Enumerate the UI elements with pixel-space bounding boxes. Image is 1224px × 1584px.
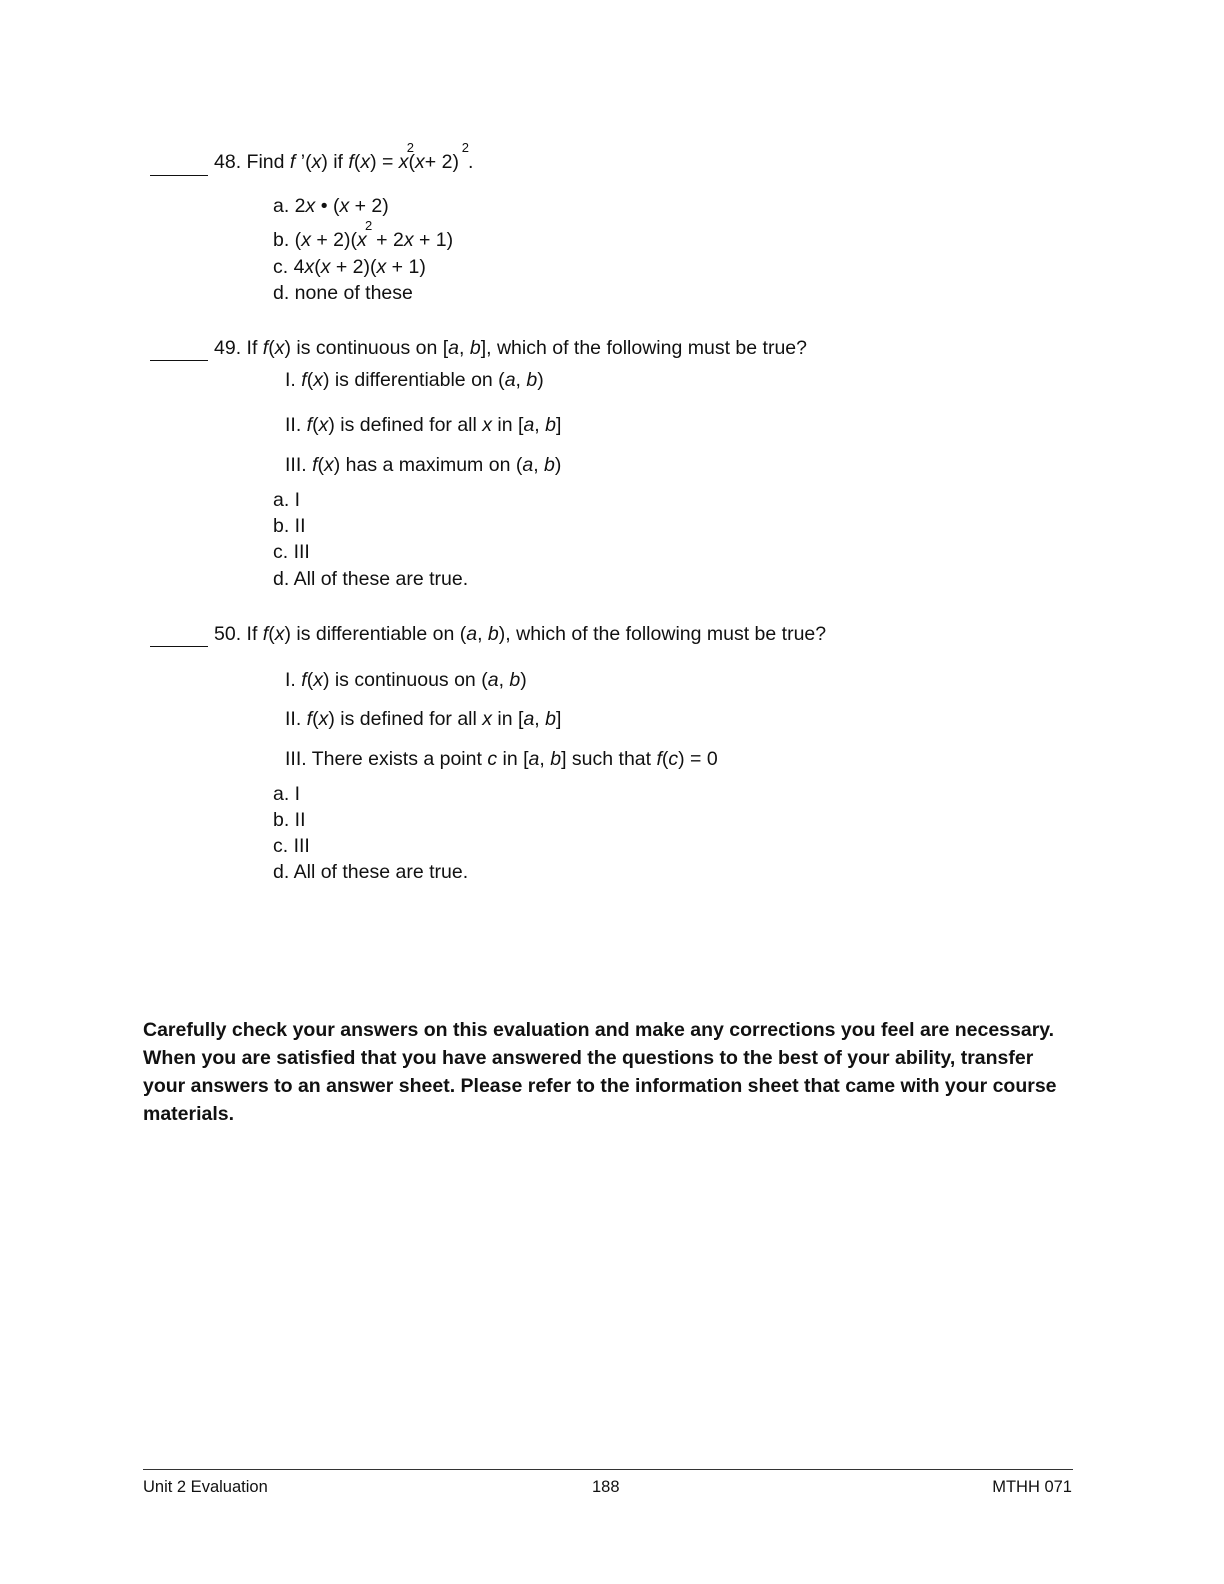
question-49-number: 49. [214, 337, 242, 359]
question-50-statement-3: III. There exists a point c in [a, b] such that f(c) = 0 [285, 748, 718, 770]
question-50-statement-2: II. f(x) is defined for all x in [a, b] [285, 708, 562, 730]
question-49-statement-3: III. f(x) has a maximum on (a, b) [285, 454, 562, 476]
footer-left: Unit 2 Evaluation [143, 1478, 268, 1496]
question-49-option-a: a. I [273, 489, 301, 511]
question-48-option-a: a. 2x • (x + 2) [273, 195, 389, 217]
question-49-option-b: b. II [273, 515, 306, 537]
answer-blank-49[interactable] [150, 360, 208, 361]
question-50-number: 50. [214, 623, 242, 645]
question-48-option-c: c. 4x(x + 2)(x + 1) [273, 256, 426, 278]
closing-instructions: Carefully check your answers on this evaluation and make any corrections you feel are necessary. When you are satisfied that you have answered the questions to the best of your ability, transfer your answers to an answer sheet. Please refer to the information sheet that came with your course materials. [143, 1019, 1057, 1125]
footer-right: MTHH 071 [992, 1478, 1072, 1496]
exponent: 2 [406, 140, 415, 155]
exponent: 2 [365, 218, 373, 233]
question-49-prompt: 49. If f(x) is continuous on [a, b], which of the following must be true? [214, 337, 807, 359]
question-50-option-c: c. III [273, 835, 310, 857]
question-49-option-c: c. III [273, 541, 310, 563]
question-48-option-d: d. none of these [273, 282, 413, 304]
question-48-number: 48. [214, 151, 242, 173]
question-48-prompt: 48. Find f ’(x) if f(x) = x 2 (x+ 2) 2 . [214, 140, 474, 173]
footer-divider [143, 1469, 1073, 1470]
question-49-statement-1: I. f(x) is differentiable on (a, b) [285, 369, 544, 391]
question-49-option-d: d. All of these are true. [273, 568, 469, 590]
answer-blank-48[interactable] [150, 175, 208, 176]
question-48-option-b: b. (x + 2)(x 2 + 2x + 1) [273, 218, 454, 251]
footer-page-number: 188 [592, 1478, 620, 1496]
question-50-prompt: 50. If f(x) is differentiable on (a, b), which of the following must be true? [214, 623, 827, 645]
exponent: 2 [461, 140, 469, 155]
question-50-option-d: d. All of these are true. [273, 861, 469, 883]
question-49-statement-2: II. f(x) is defined for all x in [a, b] [285, 414, 562, 436]
question-50-option-a: a. I [273, 783, 301, 805]
question-50-statement-1: I. f(x) is continuous on (a, b) [285, 669, 527, 691]
question-50-option-b: b. II [273, 809, 306, 831]
answer-blank-50[interactable] [150, 646, 208, 647]
